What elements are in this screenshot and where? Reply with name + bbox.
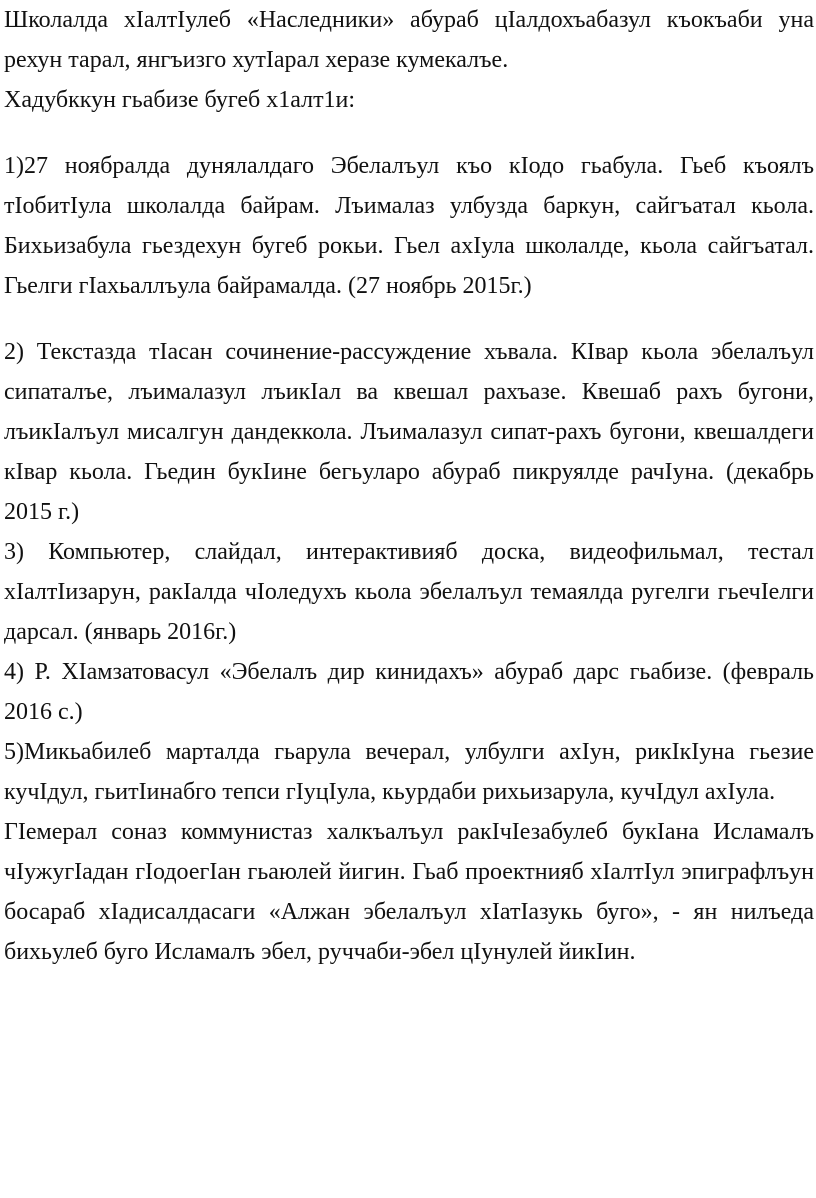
paragraph-item-2: 2) Текстазда тIасан сочинение-рассуждение хъвала. КIвар кьола эбелалъул сипаталъе, лъималазул лъикIал ва квешал рахъазе. Квешаб рахъ бугони, лъикIалъул мисалгун дандеккола. Лъималазул сипат-рахъ бугони, квешалдеги кIвар кьола. Гьедин букIине бегьуларо абураб пикруялде рачIуна. (декабрь 2015 г.) [4, 339, 814, 525]
paragraph-item-3: 3) Компьютер, слайдал, интерактивияб доска, видеофильмал, тестал хIалтIизарун, ракIалда чIоледухъ кьола эбелалъул темаялда ругелги гьечIелги дарсал. (январь 2016г.) [4, 539, 814, 645]
paragraph-item-5: 5)Микьабилеб марталда гьарула вечерал, улбулги ахIун, рикIкIуна гьезие кучIдул, гьитIинабго тепси гIуцIула, кьурдаби рихьизарула, кучIдул ахIула. [4, 739, 814, 805]
paragraph-item-4: 4) Р. ХIамзатовасул «Эбелалъ дир кинидахъ» абураб дарс гьабизе. (февраль 2016 с.) [4, 659, 814, 725]
paragraph-item-1: 1)27 ноябралда дунялалдаго Эбелалъул къо кIодо гьабула. Гьеб къоялъ тIобитIула школалда байрам. Лъималаз улбузда баркун, сайгъатал кьола. Бихьизабула гьездехун бугеб рокьи. Гьел ахIула школалде, кьола сайгъатал. Гьелги гIахьаллъула байрамалда. (27 ноябрь 2015г.) [4, 153, 814, 299]
paragraph-intro: Школалда хIалтIулеб «Наследники» абураб цIалдохъабазул къокъаби уна рехун тарал, янгъизго хутIарал херазе кумекалъе. [4, 7, 814, 73]
paragraph-conclusion: ГIемерал соназ коммунистаз халкъалъул ракIчIезабулеб букIана Исламалъ чIужугIадан гIодоегIан гьаюлей йигин. Гьаб проектнияб хIалтIул эпиграфлъун босараб хIадисалдасаги «Алжан эбелалъул хIатIазукь буго», - ян нилъеда бихьулеб буго Исламалъ эбел, руччаби-эбел цIунулей йикIин. [4, 819, 814, 965]
paragraph-work-plan-heading: Хадубккун гьабизе бугеб х1алт1и: [4, 87, 356, 113]
